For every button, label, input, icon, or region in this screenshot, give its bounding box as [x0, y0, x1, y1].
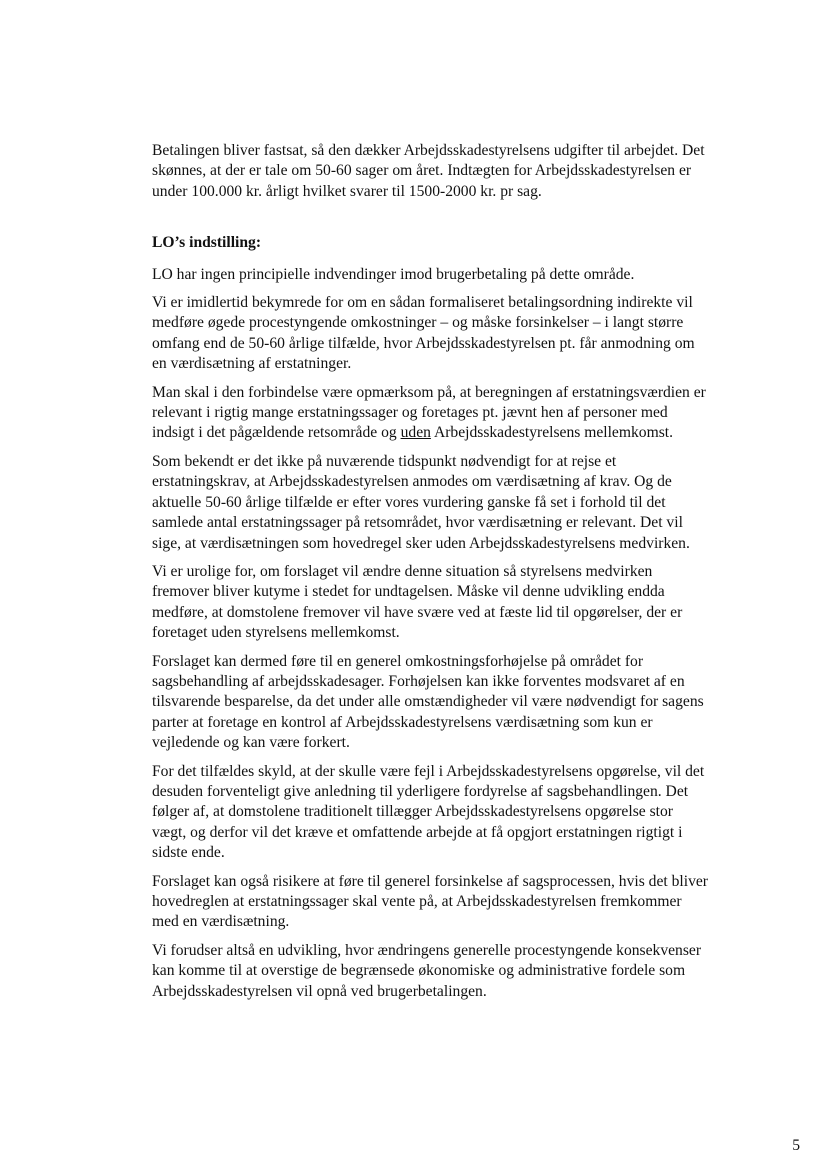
- paragraph-6: Forslaget kan dermed føre til en generel omkostningsforhøjelse på området for sagsbehandling af arbejdsskadesager. Forhøjelsen kan ikke forventes modsvaret af en tilsvarende besparelse, da det under alle omstændigheder vil være nødvendigt for sagens parter at foretage en kontrol af Arbejdsskadestyrelsens værdisætning som kun er vejledende og kan være forkert.: [152, 652, 704, 752]
- paragraph-1: LO har ingen principielle indvendinger imod brugerbetaling på dette område.: [152, 265, 635, 283]
- paragraph-3-text-before: Man skal i den forbindelse være opmærksom på, at beregningen af erstatningsværdien er relevant i rigtig mange erstatningssager og foretages pt. jævnt hen af personer med indsigt i det pågældende retsområde og: [152, 383, 706, 442]
- paragraph-7: For det tilfældes skyld, at der skulle være fejl i Arbejdsskadestyrelsens opgørelse, vil det desuden forventeligt give anledning til yderligere fordyrelse af sagsbehandlingen. Det følger af, at domstolene traditionelt tillægger Arbejdsskadestyrelsens opgørelse stor vægt, og derfor vil det kræve et omfattende arbejde at få opgjort erstatningen rigtigt i sidste ende.: [152, 762, 705, 862]
- paragraph-3-text-after: Arbejdsskadestyrelsens mellemkomst.: [430, 424, 674, 442]
- paragraph-2: Vi er imidlertid bekymrede for om en sådan formaliseret betalingsordning indirekte vil medføre øgede procestyngende omkostninger – og måske forsinkelser – i langt større omfang end de 50-60 årlige tilfælde, hvor Arbejdsskadestyrelsen pt. får anmodning om en værdisætning af erstatninger.: [152, 294, 695, 373]
- page-number: 5: [792, 1137, 800, 1154]
- paragraph-3-underlined-word: uden: [400, 424, 431, 442]
- paragraph-3: [152, 383, 708, 444]
- paragraph-4: Som bekendt er det ikke på nuværende tidspunkt nødvendigt for at rejse et erstatningskrav, at Arbejdsskadestyrelsen anmodes om værdisætning af krav. Og de aktuelle 50-60 årlige tilfælde er efter vores vurdering ganske få set i forhold til det samlede antal erstatningssager på retsområdet, hvor værdisætning er relevant. Det vil sige, at værdisætningen som hovedregel sker uden Arbejdsskadestyrelsens medvirken.: [152, 452, 690, 552]
- paragraph-9: Vi forudser altså en udvikling, hvor ændringens generelle procestyngende konsekvenser kan komme til at overstige de begrænsede økonomiske og administrative fordele som Arbejdsskadestyrelsen vil opnå ved brugerbetalingen.: [152, 941, 702, 1000]
- paragraph-8: Forslaget kan også risikere at føre til generel forsinkelse af sagsprocessen, hvis det bliver hovedreglen at erstatningssager skal vente på, at Arbejdsskadestyrelsen fremkommer med en værdisætning.: [152, 872, 708, 931]
- paragraph-5: Vi er urolige for, om forslaget vil ændre denne situation så styrelsens medvirken fremover bliver kutyme i stedet for undtagelsen. Måske vil denne udvikling endda medføre, at domstolene fremover vil have svære ved at fæste lid til opgørelser, der er foretaget uden styrelsens mellemkomst.: [152, 562, 683, 642]
- section-heading: LO’s indstilling:: [152, 234, 262, 252]
- intro-paragraph: Betalingen bliver fastsat, så den dækker Arbejdsskadestyrelsens udgifter til arbejdet. Det skønnes, at der er tale om 50-60 sager om året. Indtægten for Arbejdsskadestyrelsen er under 100.000 kr. årligt hvilket svarer til 1500-2000 kr. pr sag.: [152, 142, 705, 200]
- document-body: [152, 141, 708, 1010]
